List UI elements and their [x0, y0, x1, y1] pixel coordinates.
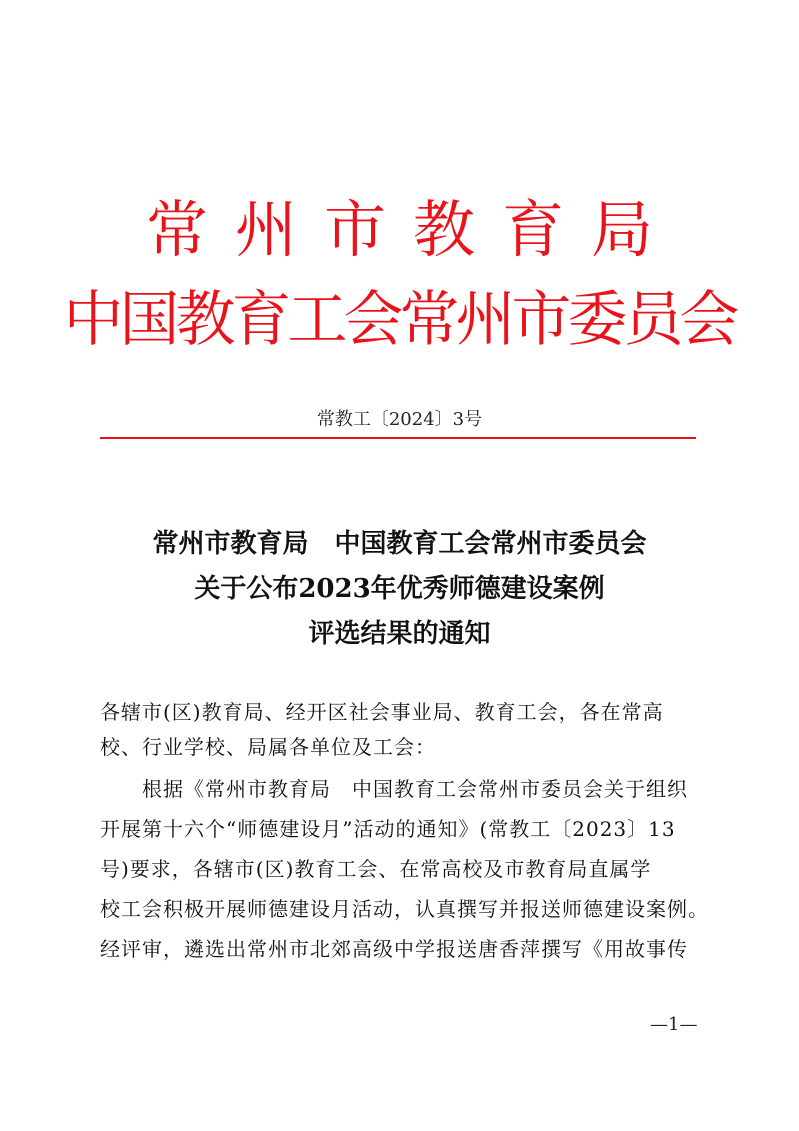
body-line: 号)要求，各辖市(区)教育工会、在常高校及市教育局直属学: [100, 857, 652, 881]
body-line: 各辖市(区)教育局、经开区社会事业局、教育工会，各在常高: [100, 700, 664, 724]
body-line: 校、行业学校、局属各单位及工会：: [100, 735, 436, 759]
body-line: 根据《常州市教育局 中国教育工会常州市委员会关于组织: [100, 777, 688, 801]
body-line: 经评审，遴选出常州市北郊高级中学报送唐香萍撰写《用故事传: [100, 937, 688, 961]
document-title-line2: 关于公布2023年优秀师德建设案例: [194, 574, 605, 604]
issuer-header-line1: 常州市教育局: [145, 193, 680, 266]
body-line: 校工会积极开展师德建设月活动，认真撰写并报送师德建设案例。: [100, 897, 709, 921]
issuer-header-line2: 中国教育工会常州市委员会: [63, 285, 736, 355]
document-number: 常教工〔2024〕3号: [316, 409, 483, 430]
document-title-line3: 评选结果的通知: [308, 619, 491, 649]
page-number: —1—: [650, 1014, 698, 1035]
document-title-line1: 常州市教育局 中国教育工会常州市委员会: [152, 529, 647, 559]
body-line: 开展第十六个“师德建设月”活动的通知》(常教工〔2023〕13: [100, 817, 676, 841]
red-divider-line: [100, 437, 696, 439]
